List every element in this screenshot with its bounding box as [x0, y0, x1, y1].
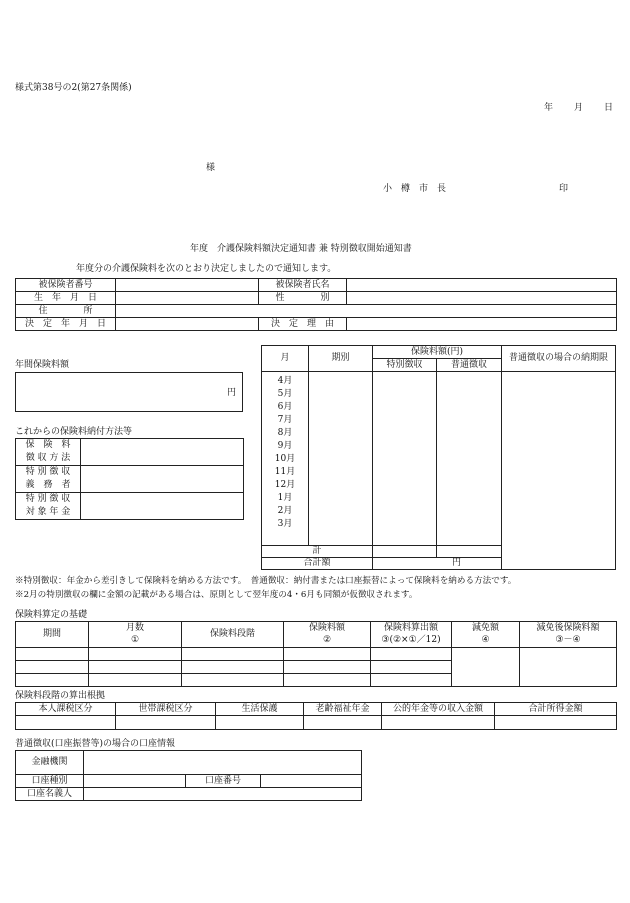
intro-text: 年度分の介護保険料を次のとおり決定しましたので通知します。 [76, 264, 337, 274]
collection-method-value [81, 439, 244, 466]
account-type-value [84, 775, 186, 788]
insured-name-label: 被保険者氏名 [259, 279, 347, 292]
institution-label: 金融機関 [16, 751, 84, 775]
insured-number-label: 被保険者番号 [16, 279, 116, 292]
month-label: 1月 [277, 493, 293, 503]
calc-row-2-period [16, 661, 89, 674]
total-label: 合計額 [262, 558, 373, 570]
month-list [264, 375, 306, 531]
calc-table [15, 621, 617, 687]
month-header: 月 [262, 346, 309, 372]
calc-row-3-amount [284, 674, 371, 687]
account-type-label: 口座種別 [16, 775, 84, 788]
month-list-cell [262, 372, 309, 546]
calc-period-header: 期間 [16, 622, 89, 648]
bank-heading: 普通徴収(口座振替等)の場合の口座情報 [15, 739, 176, 749]
deadline-header: 普通徴収の場合の納期限 [502, 346, 616, 372]
note-1: ※特別徴収：年金から差引きして保険料を納める方法です。 普通徴収：納付書または口座振替によって保険料を納める方法です。 [15, 576, 517, 586]
insured-number-value [116, 279, 259, 292]
calc-reduction-value [452, 648, 520, 687]
insured-name-value [347, 279, 617, 292]
annual-premium-unit: 円 [226, 388, 236, 398]
annual-premium-box [15, 372, 243, 412]
calc-level-header: 保険料段階 [182, 622, 284, 648]
basis-heading: 保険料段階の算出根拠 [15, 691, 106, 701]
account-number-label: 口座番号 [186, 775, 261, 788]
month-label: 3月 [277, 519, 293, 529]
address-value [116, 305, 617, 318]
address-label: 住 所 [16, 305, 116, 318]
deadline-values [502, 372, 616, 570]
calc-row-2-level [182, 661, 284, 674]
month-label: 10月 [274, 454, 296, 464]
date-day: 日 [604, 103, 614, 113]
calc-row-3-months [89, 674, 182, 687]
self-tax-header: 本人課税区分 [16, 703, 116, 716]
subtotal-normal [437, 546, 502, 558]
month-label: 9月 [277, 441, 293, 451]
target-pension-label: 特 別 徴 収 対 象 年 金 [16, 493, 81, 520]
old-age-pension-value [304, 716, 382, 730]
subtotal-special [373, 546, 437, 558]
calc-computed-header: 保険料算出額 ③(②×①／12) [371, 622, 452, 648]
calc-row-1-period [16, 648, 89, 661]
term-values [309, 372, 373, 546]
calc-after-value [520, 648, 617, 687]
welfare-header: 生活保護 [216, 703, 304, 716]
account-holder-label: 口座名義人 [16, 788, 84, 801]
decision-reason-label: 決 定 理 由 [259, 318, 347, 331]
pension-income-header: 公的年金等の収入金額 [382, 703, 495, 716]
document-title: 年度 介護保険料額決定通知書 兼 特別徴収開始通知書 [190, 244, 412, 254]
payment-method-heading: これからの保険料納付方法等 [15, 427, 133, 437]
institution-value [84, 751, 362, 775]
amount-header: 保険料額(円) [373, 346, 502, 359]
old-age-pension-header: 老齢福祉年金 [304, 703, 382, 716]
bank-table [15, 750, 362, 801]
calc-row-3-computed [371, 674, 452, 687]
total-unit: 円 [373, 558, 502, 570]
birthdate-label: 生 年 月 日 [16, 292, 116, 305]
collection-obligor-value [81, 466, 244, 493]
target-pension-value [81, 493, 244, 520]
month-label: 6月 [277, 402, 293, 412]
issuer-seal: 印 [559, 184, 569, 194]
month-label: 4月 [277, 376, 293, 386]
calc-row-1-level [182, 648, 284, 661]
calc-row-3-period [16, 674, 89, 687]
total-income-value [495, 716, 617, 730]
month-label: 11月 [274, 467, 296, 477]
insured-info-table [15, 278, 617, 331]
addressee-suffix: 様 [206, 163, 216, 173]
calc-row-2-computed [371, 661, 452, 674]
calc-after-header: 減免後保険料額 ③－④ [520, 622, 617, 648]
special-values [373, 372, 437, 546]
subtotal-label: 計 [262, 546, 373, 558]
account-number-value [261, 775, 362, 788]
month-label: 12月 [274, 480, 296, 490]
payment-method-table [15, 438, 244, 520]
gender-value [347, 292, 617, 305]
normal-collection-header: 普通徴収 [437, 359, 502, 372]
birthdate-value [116, 292, 259, 305]
month-label: 8月 [277, 428, 293, 438]
total-income-header: 合計所得金額 [495, 703, 617, 716]
calc-row-3-level [182, 674, 284, 687]
calc-reduction-header: 減免額 ④ [452, 622, 520, 648]
decision-date-label: 決 定 年 月 日 [16, 318, 116, 331]
household-tax-header: 世帯課税区分 [116, 703, 216, 716]
decision-reason-value [347, 318, 617, 331]
calc-row-1-amount [284, 648, 371, 661]
calc-row-1-computed [371, 648, 452, 661]
annual-premium-label: 年間保険料額 [15, 360, 70, 370]
welfare-value [216, 716, 304, 730]
calc-amount-header: 保険料額 ② [284, 622, 371, 648]
collection-obligor-label: 特 別 徴 収 義 務 者 [16, 466, 81, 493]
month-label: 7月 [277, 415, 293, 425]
issuer-title: 小 樽 市 長 [383, 184, 447, 194]
normal-values [437, 372, 502, 546]
calc-row-2-amount [284, 661, 371, 674]
account-holder-value [84, 788, 362, 801]
gender-label: 性 別 [259, 292, 347, 305]
form-number: 様式第38号の2(第27条関係) [15, 83, 132, 93]
basis-table [15, 702, 617, 730]
month-label: 5月 [277, 389, 293, 399]
date-year: 年 [544, 103, 554, 113]
note-2: ※2月の特別徴収の欄に金額の記載がある場合は、原則として翌年度の4・6月も同額が仮徴収されます。 [15, 590, 418, 600]
calc-row-2-months [89, 661, 182, 674]
month-label: 2月 [277, 506, 293, 516]
pension-income-value [382, 716, 495, 730]
monthly-schedule-table [261, 345, 616, 570]
decision-date-value [116, 318, 259, 331]
household-tax-value [116, 716, 216, 730]
collection-method-label: 保 険 料 徴 収 方 法 [16, 439, 81, 466]
self-tax-value [16, 716, 116, 730]
special-collection-header: 特別徴収 [373, 359, 437, 372]
term-header: 期別 [309, 346, 373, 372]
calc-heading: 保険料算定の基礎 [15, 610, 88, 620]
calc-row-1-months [89, 648, 182, 661]
date-month: 月 [574, 103, 584, 113]
calc-months-header: 月数 ① [89, 622, 182, 648]
